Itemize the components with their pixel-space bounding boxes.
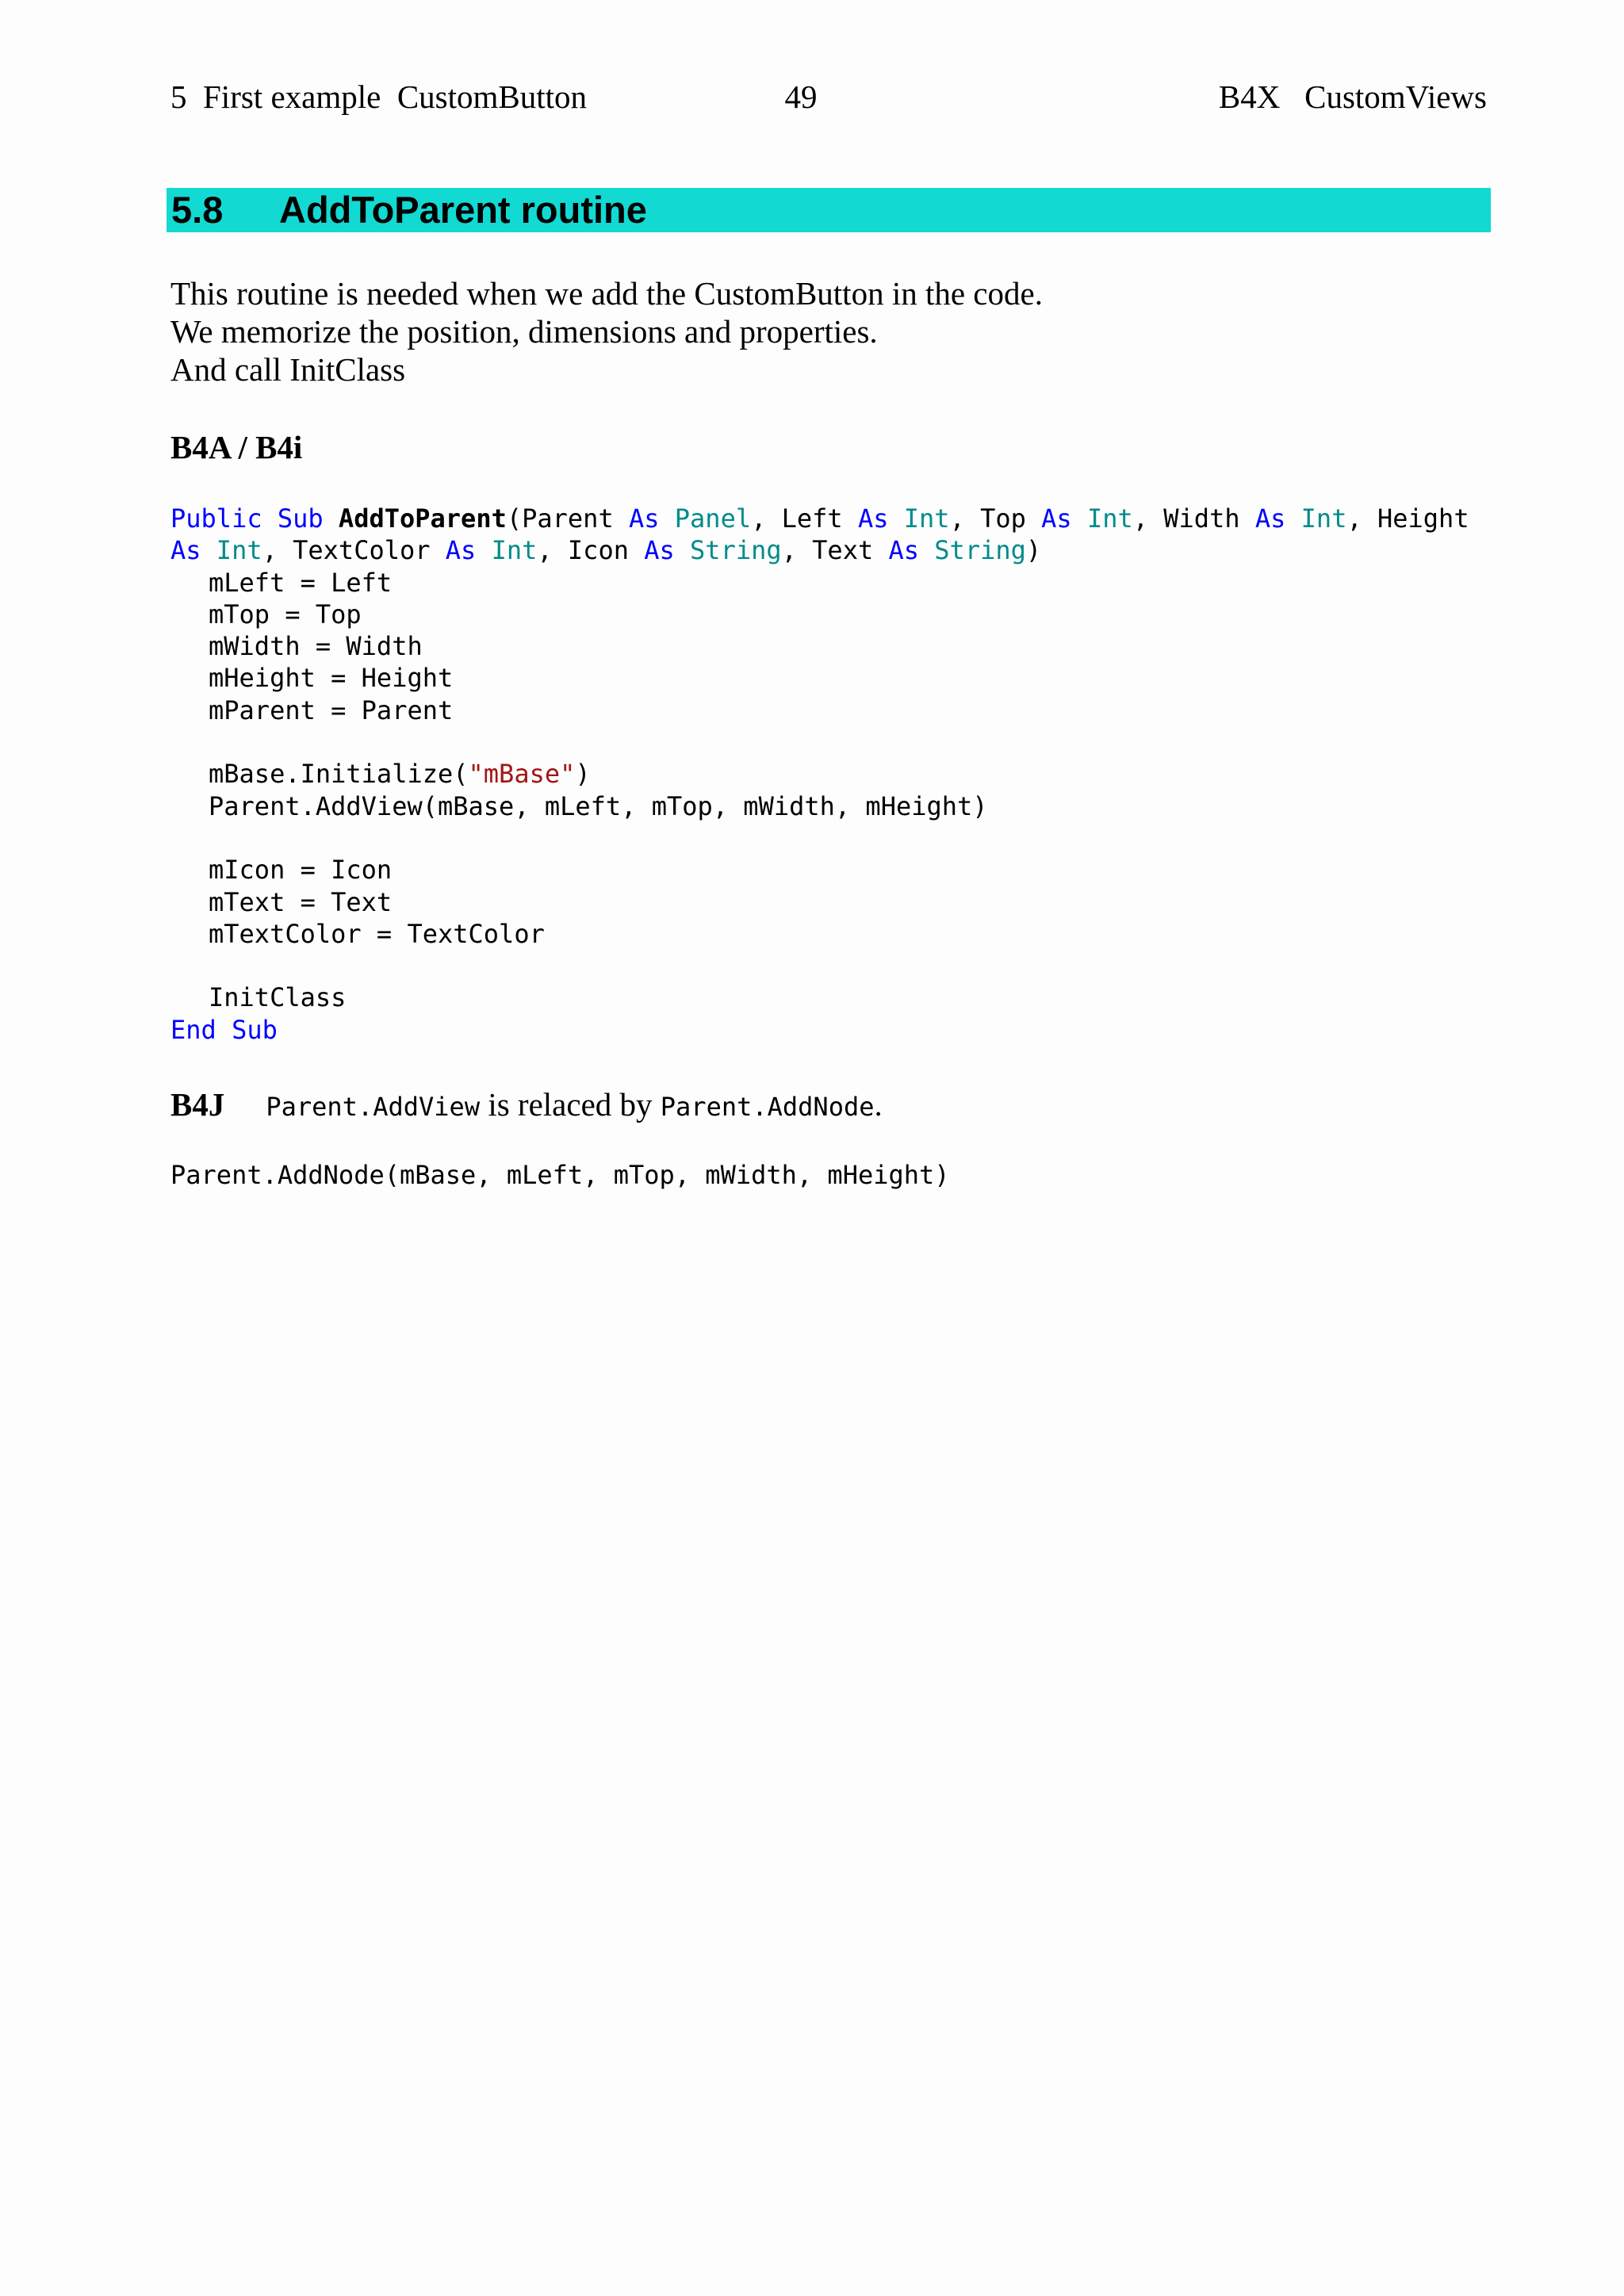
- platform-label-b4a-b4i: B4A / B4i: [170, 429, 303, 465]
- code-line: mLeft = Left: [209, 567, 393, 598]
- code-keyword: Sub: [277, 503, 324, 534]
- code-line: InitClass: [209, 982, 347, 1013]
- code-block-b4a: [170, 503, 1469, 1046]
- code-string: "mBase": [468, 759, 576, 790]
- code-type: Int: [216, 535, 262, 566]
- code-line: mHeight = Height: [209, 663, 454, 694]
- code-keyword: Public: [170, 503, 262, 534]
- code-line: mTop = Top: [209, 599, 362, 629]
- code-keyword: As: [628, 503, 660, 534]
- b4j-note-end: .: [874, 1086, 883, 1123]
- code-type: Panel: [674, 503, 752, 534]
- code-keyword: As: [1254, 503, 1286, 534]
- page-number: 49: [784, 78, 818, 115]
- b4j-note: [170, 1082, 883, 1127]
- code-block-b4j: Parent.AddNode(mBase, mLeft, mTop, mWidth, mHeight): [170, 1160, 950, 1190]
- code-blank-line: [170, 822, 1469, 854]
- intro-text: [170, 274, 1043, 388]
- code-keyword: As: [857, 503, 889, 534]
- code-type: Int: [903, 503, 950, 534]
- page-header: [170, 73, 1487, 121]
- code-type: String: [690, 535, 782, 566]
- code-line: As Int, TextColor As Int, Icon As String, Text As String): [170, 535, 1042, 566]
- code-line: mWidth = Width: [209, 631, 423, 662]
- platform-label-b4j: B4J: [170, 1086, 225, 1123]
- code-line: mTextColor = TextColor: [209, 918, 545, 949]
- code-line: Public Sub AddToParent(Parent As Panel, Left As Int, Top As Int, Width As Int, Height: [170, 503, 1469, 534]
- section-heading: [167, 188, 1491, 232]
- intro-line: This routine is needed when we add the CustomButton in the code.: [170, 275, 1043, 312]
- section-number: 5.8: [171, 189, 224, 231]
- code-line-end-sub: End Sub: [170, 1014, 278, 1045]
- code-type: Int: [1300, 503, 1347, 534]
- code-line: mText = Text: [209, 886, 393, 917]
- inline-code-addview: Parent.AddView: [266, 1092, 481, 1122]
- intro-line: And call InitClass: [170, 351, 406, 388]
- inline-code-addnode: Parent.AddNode: [660, 1092, 875, 1122]
- code-type: Int: [1086, 503, 1133, 534]
- code-line: Parent.AddView(mBase, mLeft, mTop, mWidth, mHeight): [209, 790, 988, 821]
- code-type: Int: [491, 535, 538, 566]
- code-keyword: As: [644, 535, 675, 566]
- code-keyword: As: [1041, 503, 1072, 534]
- code-blank-line: [170, 950, 1469, 982]
- code-keyword: As: [445, 535, 477, 566]
- header-book-title: B4X CustomViews: [1218, 78, 1487, 115]
- intro-line: We memorize the position, dimensions and properties.: [170, 313, 878, 350]
- header-chapter: 5 First example CustomButton: [170, 78, 588, 115]
- code-line: mParent = Parent: [209, 695, 454, 725]
- code-function-name: AddToParent: [338, 503, 507, 534]
- code-line: mBase.Initialize("mBase"): [209, 759, 591, 790]
- code-type: String: [934, 535, 1026, 566]
- code-keyword: As: [170, 535, 201, 566]
- code-blank-line: [170, 726, 1469, 758]
- section-title: AddToParent routine: [279, 189, 647, 231]
- code-keyword: As: [888, 535, 920, 566]
- b4j-note-text: is relaced by: [480, 1086, 661, 1123]
- code-line: mIcon = Icon: [209, 855, 393, 886]
